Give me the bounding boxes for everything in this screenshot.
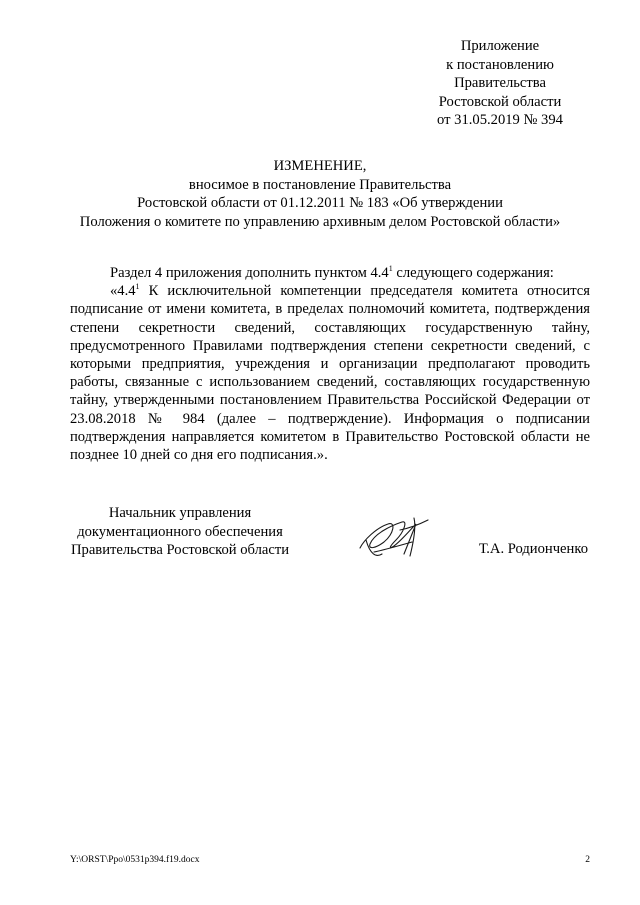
position-line: Начальник управления — [108, 505, 252, 521]
paragraph-text: «4.4 — [110, 283, 136, 300]
file-path: Y:\ORST\Ppo\0531p394.f19.docx — [70, 855, 200, 865]
heading-line: вносимое в постановление Правительства — [188, 176, 452, 193]
paragraph-text: Раздел 4 приложения дополнить пунктом 4.4 — [110, 265, 389, 281]
appendix-line: Приложение — [460, 38, 540, 54]
appendix-line: от 31.05.2019 № 394 — [437, 112, 563, 128]
document-body — [70, 264, 590, 464]
signatory-name: Т.А. Родионченко — [478, 541, 588, 557]
document-title: ИЗМЕНЕНИЕ, — [273, 158, 367, 174]
superscript: 1 — [388, 264, 393, 273]
paragraph-amendment — [70, 282, 590, 464]
heading-line: Ростовской области от 01.12.2011 № 183 «Об утверждении — [137, 195, 503, 211]
appendix-line: Ростовской области — [438, 93, 562, 110]
superscript: 1 — [135, 282, 140, 292]
paragraph-text: К исключительной компетенции председателя комитета относится подписание от имени комитета, в пределах полномочий комитета, подтверждения степени секретности сведений, составляющих государственную тайну, предусмотренного Правилами подтверждения степени секретности сведений, с которыми предприятия, учреждения и организации предполагают проводить работы, связанные с использованием сведений, составляющих государственную тайну, утвержденными постановлением Правительства Российской Федерации от 23.08.2018 № 984 (далее – подтверждение). Информация о подписании подтверждения направляется комитетом в Правительство Ростовской области не позднее 10 дней со дня его подписания.». — [70, 283, 590, 464]
page-number: 2 — [585, 855, 590, 865]
paragraph-text: следующего содержания: — [392, 265, 554, 281]
signatory-position — [60, 504, 300, 560]
document-heading — [0, 157, 640, 231]
position-line: Правительства Ростовской области — [70, 542, 290, 558]
appendix-line: к постановлению — [446, 56, 554, 73]
handwritten-signature — [354, 510, 444, 565]
position-line: документационного обеспечения — [77, 523, 283, 540]
paragraph-intro — [70, 264, 590, 282]
appendix-line: Правительства — [454, 75, 546, 91]
appendix-reference — [420, 37, 580, 130]
heading-line: Положения о комитете по управлению архивным делом Ростовской области» — [79, 213, 561, 230]
